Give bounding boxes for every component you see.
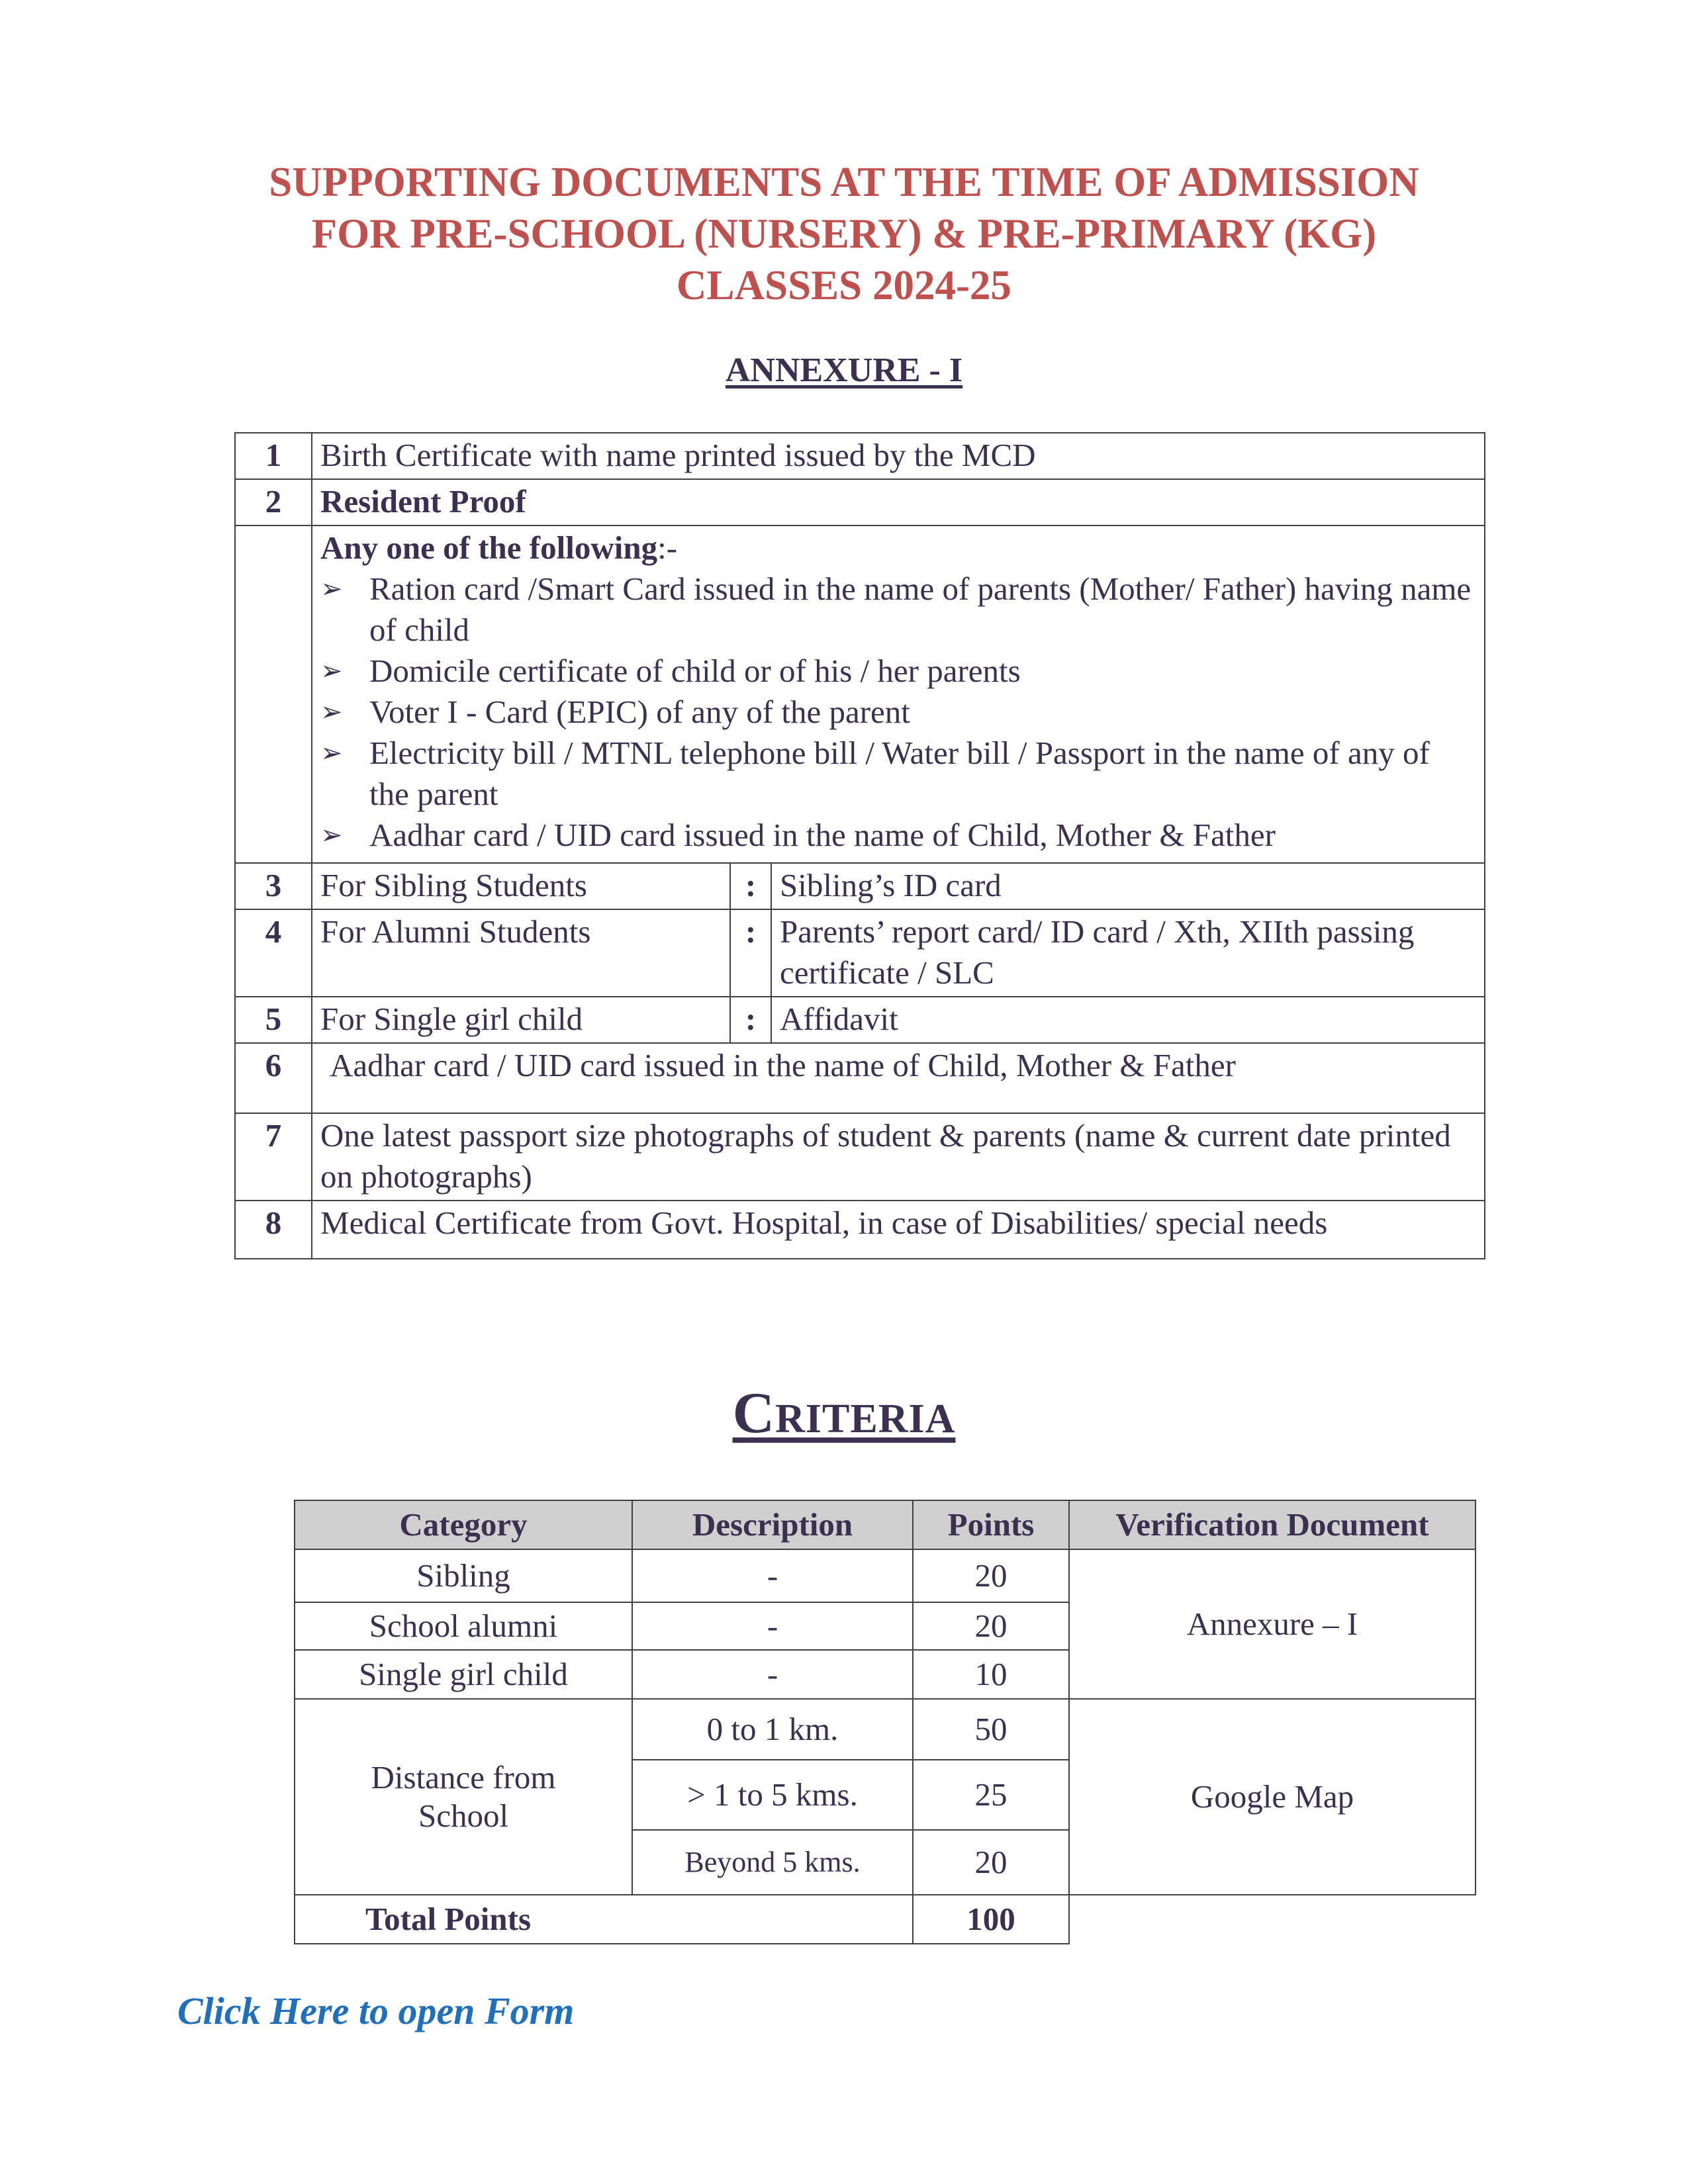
annexure-heading-text: ANNEXURE - I xyxy=(725,351,963,389)
annexure-heading xyxy=(0,351,1688,390)
document-text: Resident Proof xyxy=(312,479,1485,525)
arrow-bullet-icon: ➢ xyxy=(320,697,343,727)
total-points-cell: 100 xyxy=(913,1895,1069,1944)
column-header: Points xyxy=(913,1500,1069,1549)
row-label: For Sibling Students xyxy=(312,863,730,909)
options-heading-text: Any one of the following xyxy=(320,529,658,566)
table-header-row xyxy=(295,1500,1476,1549)
row-colon: : xyxy=(730,863,771,909)
table-row xyxy=(235,525,1485,863)
options-heading-suffix: :- xyxy=(657,529,678,566)
row-label: For Single girl child xyxy=(312,997,730,1043)
title-line-2: FOR PRE-SCHOOL (NURSERY) & PRE-PRIMARY (KG) xyxy=(311,210,1377,257)
options-list xyxy=(320,569,1476,856)
table-row xyxy=(295,1895,1476,1944)
list-item xyxy=(320,692,1476,733)
points-cell: 10 xyxy=(913,1650,1069,1699)
row-number: 7 xyxy=(235,1113,312,1201)
category-cell: Single girl child xyxy=(295,1650,632,1699)
description-cell: > 1 to 5 kms. xyxy=(632,1760,913,1830)
points-cell: 20 xyxy=(913,1549,1069,1602)
list-item xyxy=(320,569,1476,651)
list-item-text: Ration card /Smart Card issued in the name of parents (Mother/ Father) having name of child xyxy=(369,570,1472,648)
resident-options-cell xyxy=(312,525,1485,863)
description-cell: - xyxy=(632,1549,913,1602)
row-document: Sibling’s ID card xyxy=(771,863,1485,909)
row-colon: : xyxy=(730,997,771,1043)
title-line-1: SUPPORTING DOCUMENTS AT THE TIME OF ADMISSION xyxy=(269,159,1419,205)
table-row xyxy=(235,909,1485,997)
list-item xyxy=(320,651,1476,692)
arrow-bullet-icon: ➢ xyxy=(320,820,343,850)
document-text: Medical Certificate from Govt. Hospital, in case of Disabilities/ special needs xyxy=(312,1201,1485,1259)
list-item xyxy=(320,733,1476,815)
table-row xyxy=(235,1113,1485,1201)
arrow-bullet-icon: ➢ xyxy=(320,738,343,768)
row-number: 8 xyxy=(235,1201,312,1259)
total-label: Total Points xyxy=(365,1901,532,1937)
table-row xyxy=(295,1549,1476,1602)
list-item-text: Voter I - Card (EPIC) of any of the parent xyxy=(369,694,910,730)
options-heading xyxy=(320,527,1476,569)
list-item xyxy=(320,815,1476,856)
arrow-bullet-icon: ➢ xyxy=(320,574,343,604)
row-number: 1 xyxy=(235,433,312,479)
category-cell: School alumni xyxy=(295,1602,632,1650)
list-item-text: Electricity bill / MTNL telephone bill / Water bill / Passport in the name of any of the parent xyxy=(369,735,1430,812)
row-colon: : xyxy=(730,909,771,997)
document-text: One latest passport size photographs of student & parents (name & current date printed on photographs) xyxy=(312,1113,1485,1201)
row-document: Affidavit xyxy=(771,997,1485,1043)
document-title xyxy=(199,156,1489,311)
row-number: 2 xyxy=(235,479,312,525)
row-number: 6 xyxy=(235,1043,312,1113)
total-label-cell xyxy=(295,1895,913,1944)
points-cell: 50 xyxy=(913,1699,1069,1760)
documents-table xyxy=(234,432,1485,1259)
row-label: For Alumni Students xyxy=(312,909,730,997)
column-header: Verification Document xyxy=(1069,1500,1476,1549)
table-row xyxy=(235,863,1485,909)
column-header: Description xyxy=(632,1500,913,1549)
row-number-empty xyxy=(235,525,312,863)
column-header: Category xyxy=(295,1500,632,1549)
verification-cell: Annexure – I xyxy=(1069,1549,1476,1699)
category-cell xyxy=(295,1699,632,1895)
row-document: Parents’ report card/ ID card / Xth, XIIth passing certificate / SLC xyxy=(771,909,1485,997)
criteria-heading xyxy=(0,1380,1688,1447)
description-cell: 0 to 1 km. xyxy=(632,1699,913,1760)
table-row xyxy=(295,1699,1476,1760)
list-item-text: Aadhar card / UID card issued in the name of Child, Mother & Father xyxy=(369,817,1276,853)
table-row xyxy=(235,1201,1485,1259)
table-row xyxy=(235,479,1485,525)
criteria-table xyxy=(294,1500,1476,1944)
points-cell: 20 xyxy=(913,1830,1069,1895)
document-text: Aadhar card / UID card issued in the name of Child, Mother & Father xyxy=(312,1043,1485,1113)
document-text: Birth Certificate with name printed issued by the MCD xyxy=(312,433,1485,479)
distance-category-text: Distance from School xyxy=(371,1759,556,1834)
title-line-3: CLASSES 2024-25 xyxy=(677,262,1011,308)
description-cell: Beyond 5 kms. xyxy=(632,1830,913,1895)
row-number: 5 xyxy=(235,997,312,1043)
criteria-heading-text: Criteria xyxy=(732,1381,956,1445)
table-row xyxy=(235,433,1485,479)
list-item-text: Domicile certificate of child or of his / her parents xyxy=(369,653,1021,689)
row-number: 4 xyxy=(235,909,312,997)
description-cell: - xyxy=(632,1602,913,1650)
table-row xyxy=(235,997,1485,1043)
description-cell: - xyxy=(632,1650,913,1699)
category-cell: Sibling xyxy=(295,1549,632,1602)
verification-cell: Google Map xyxy=(1069,1699,1476,1895)
row-number: 3 xyxy=(235,863,312,909)
open-form-link[interactable]: Click Here to open Form xyxy=(177,1989,575,2032)
empty-cell xyxy=(1069,1895,1476,1944)
arrow-bullet-icon: ➢ xyxy=(320,656,343,686)
points-cell: 25 xyxy=(913,1760,1069,1830)
points-cell: 20 xyxy=(913,1602,1069,1650)
table-row xyxy=(235,1043,1485,1113)
